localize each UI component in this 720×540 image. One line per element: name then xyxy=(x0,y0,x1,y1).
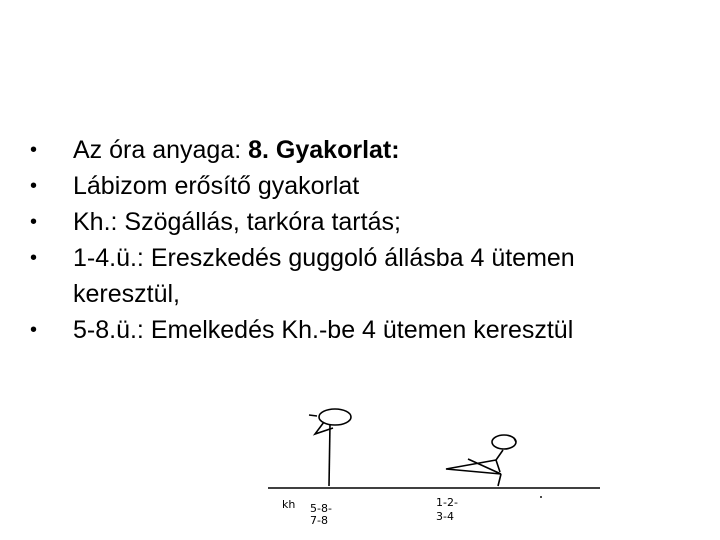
squatting-figure-icon xyxy=(446,435,516,486)
bullet-icon: • xyxy=(30,211,38,233)
label-5-8-top: 5-8- xyxy=(310,502,332,515)
label-1-4-bottom: 3-4 xyxy=(436,510,454,523)
label-1-4-top: 1-2- xyxy=(436,496,458,509)
bullet-icon: • xyxy=(30,139,38,161)
bullet-1-prefix: Az óra anyaga: xyxy=(73,136,249,164)
bullet-4-text: 1-4.ü.: Ereszkedés guggoló állásba 4 ütemen keresztül, xyxy=(73,244,575,308)
bullet-1-bold: 8. Gyakorlat: xyxy=(248,136,400,164)
bullet-item-4 xyxy=(30,240,670,312)
bullet-icon: • xyxy=(30,319,38,341)
bullet-5-text: 5-8.ü.: Emelkedés Kh.-be 4 ütemen keresztül xyxy=(73,316,574,344)
bullet-item-5 xyxy=(30,312,670,348)
bullet-list xyxy=(30,132,670,348)
bullet-3-text: Kh.: Szögállás, tarkóra tartás; xyxy=(73,208,401,236)
bullet-icon: • xyxy=(30,175,38,197)
bullet-item-2 xyxy=(30,168,670,204)
bullet-icon: • xyxy=(30,247,38,269)
standing-figure-icon xyxy=(309,409,351,486)
label-kh: kh xyxy=(282,498,296,511)
bullet-item-1 xyxy=(30,132,670,168)
bullet-item-3 xyxy=(30,204,670,240)
label-5-8-bottom: 7-8 xyxy=(310,514,328,527)
bullet-2-text: Lábizom erősítő gyakorlat xyxy=(73,172,360,200)
exercise-stick-figures xyxy=(260,400,610,535)
